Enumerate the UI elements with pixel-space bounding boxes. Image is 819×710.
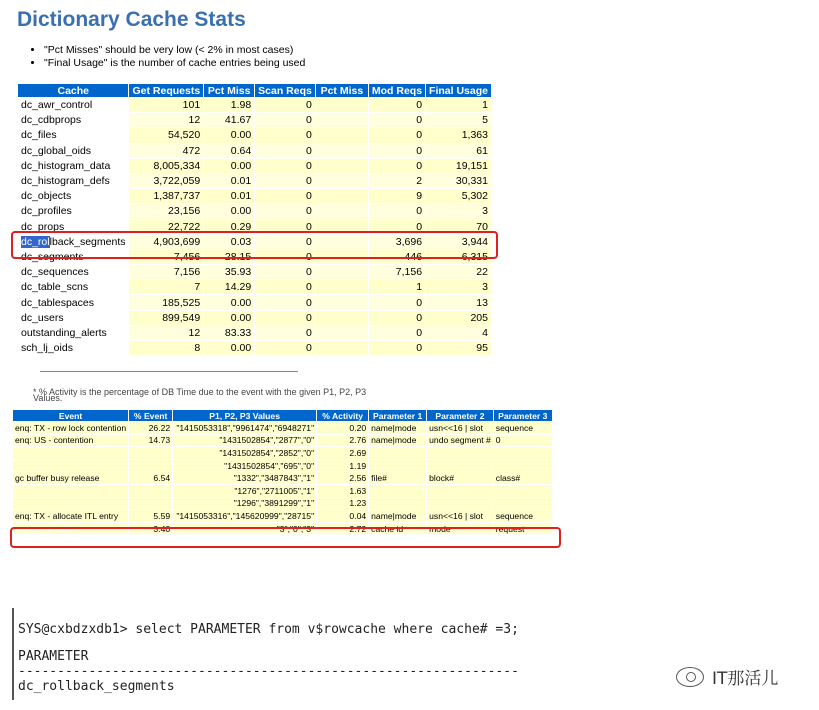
cache-value-cell: 185,525 <box>129 295 203 309</box>
cache-value-cell <box>316 144 368 158</box>
event-name-cell: gc buffer busy release <box>13 472 128 484</box>
event-value-cell <box>369 485 426 497</box>
cache-value-cell <box>316 98 368 112</box>
cache-value-cell: 1.98 <box>204 98 254 112</box>
result-value: dc_rollback_segments <box>18 679 175 694</box>
dictionary-cache-table <box>17 83 492 356</box>
event-name-cell <box>13 498 128 510</box>
note-item: • "Final Usage" is the number of cache entries being used <box>44 57 305 70</box>
event-value-cell: "1431502854","2852","0" <box>173 447 316 459</box>
event-value-cell: 6.54 <box>129 472 172 484</box>
event-value-cell: "1276","2711005","1" <box>173 485 316 497</box>
event-value-cell: 2.56 <box>317 472 368 484</box>
event-name-cell: enq: TX - row lock contention <box>15 422 127 433</box>
event-name-cell <box>13 447 128 459</box>
event-value-cell <box>494 498 552 510</box>
cache-value-cell <box>316 113 368 127</box>
cache-value-cell: 0 <box>255 250 315 264</box>
event-value-cell: 1.19 <box>317 460 368 472</box>
cache-value-cell: 0 <box>255 159 315 173</box>
cache-name-rest: lback_segments <box>49 235 126 248</box>
event-value-cell <box>369 498 426 510</box>
cache-row <box>18 280 491 294</box>
cache-value-cell: 5 <box>426 113 491 127</box>
cache-value-cell: 0 <box>255 174 315 188</box>
cache-value-cell: 3 <box>426 204 491 218</box>
cache-value-cell: 0 <box>369 341 425 355</box>
cache-value-cell: 0.00 <box>204 204 254 218</box>
event-value-cell: 2.76 <box>317 435 368 447</box>
event-value-cell: 2.72 <box>317 523 368 535</box>
cache-value-cell: 8 <box>129 341 203 355</box>
cache-value-cell: 0.00 <box>204 311 254 325</box>
cache-value-cell: 0 <box>369 159 425 173</box>
cache-value-cell: 22,722 <box>129 220 203 234</box>
cache-value-cell: 30,331 <box>426 174 491 188</box>
event-value-cell <box>129 485 172 497</box>
cache-row <box>18 265 491 279</box>
cache-value-cell: 0.00 <box>204 128 254 142</box>
event-row <box>13 422 552 434</box>
col-header-pct-miss-2[interactable]: Pct Miss <box>316 84 368 97</box>
event-value-cell: "1431502854","2877","0" <box>173 435 316 447</box>
event-value-cell: 0 <box>494 435 552 447</box>
cache-value-cell: 41.67 <box>204 113 254 127</box>
cache-row <box>18 326 491 340</box>
event-value-cell: 1.23 <box>317 498 368 510</box>
event-value-cell <box>129 447 172 459</box>
cache-value-cell: 472 <box>129 144 203 158</box>
cache-value-cell: 28.15 <box>204 250 254 264</box>
col-header-cache[interactable]: Cache <box>18 84 128 97</box>
cache-value-cell: 0 <box>255 113 315 127</box>
cache-value-cell: 1 <box>369 280 425 294</box>
event-name-cell: enq: US - contention <box>13 435 128 447</box>
event-value-cell: block# <box>427 472 493 484</box>
cache-value-cell <box>316 159 368 173</box>
cache-name-cell: dc_objects <box>18 189 128 203</box>
event-activity-table <box>12 409 553 535</box>
cache-value-cell: 0 <box>369 326 425 340</box>
sql-terminal-output <box>12 608 574 700</box>
cache-value-cell: 8,005,334 <box>129 159 203 173</box>
cache-row <box>18 189 491 203</box>
cache-row <box>18 128 491 142</box>
event-value-cell: "3","0","3" <box>173 523 316 535</box>
cache-value-cell: 0 <box>255 280 315 294</box>
cache-row <box>18 204 491 218</box>
cache-value-cell <box>316 295 368 309</box>
cache-value-cell: 0 <box>369 204 425 218</box>
cache-row <box>18 295 491 309</box>
cache-value-cell: 12 <box>129 326 203 340</box>
event-row <box>13 510 552 522</box>
cache-row <box>18 144 491 158</box>
watermark <box>676 664 778 689</box>
event-value-cell: "1332","3487843","1" <box>173 472 316 484</box>
cache-value-cell: 0 <box>255 144 315 158</box>
event-value-cell: sequence <box>494 422 552 434</box>
sql-command-line: SYS@cxbdzxdb1> select PARAMETER from v$rowcache where cache# =3; <box>18 622 519 637</box>
col-header-final-usage[interactable]: Final Usage <box>426 84 491 97</box>
cache-name-cell: dc_histogram_defs <box>18 174 128 188</box>
cache-row <box>18 113 491 127</box>
cache-value-cell: 0 <box>369 295 425 309</box>
cache-value-cell: 0 <box>369 311 425 325</box>
cache-value-cell: 0 <box>255 295 315 309</box>
cache-value-cell: 1 <box>426 98 491 112</box>
cache-value-cell: 0.00 <box>204 341 254 355</box>
event-row <box>13 485 552 497</box>
page-title: Dictionary Cache Stats <box>17 8 246 31</box>
event-value-cell: name|mode <box>369 422 426 434</box>
cache-value-cell: 0 <box>255 189 315 203</box>
cache-value-cell: 7,456 <box>129 250 203 264</box>
cache-value-cell: 0 <box>369 113 425 127</box>
cache-value-cell: 13 <box>426 295 491 309</box>
event-value-cell: 3.40 <box>129 523 172 535</box>
note-item: • "Pct Misses" should be very low (< 2% in most cases) <box>44 44 305 57</box>
event-value-cell <box>494 447 552 459</box>
event-value-cell <box>427 498 493 510</box>
cache-row <box>18 341 491 355</box>
cache-value-cell <box>316 326 368 340</box>
event-table-header-row <box>13 410 552 421</box>
cache-value-cell: 54,520 <box>129 128 203 142</box>
cache-value-cell <box>316 128 368 142</box>
cache-value-cell: 0 <box>255 341 315 355</box>
cache-value-cell: 4,903,699 <box>129 235 203 249</box>
cache-name-cell: dc_cdbprops <box>18 113 128 127</box>
cache-value-cell: 0 <box>255 98 315 112</box>
cache-value-cell: 0.00 <box>204 159 254 173</box>
cache-value-cell: 0.29 <box>204 220 254 234</box>
event-value-cell: 0.20 <box>317 422 368 434</box>
event-name-cell <box>13 460 128 472</box>
event-row <box>13 435 552 447</box>
cache-value-cell: 19,151 <box>426 159 491 173</box>
cache-value-cell: 12 <box>129 113 203 127</box>
event-row <box>13 498 552 510</box>
cache-value-cell <box>316 174 368 188</box>
cache-row <box>18 311 491 325</box>
event-value-cell: class# <box>494 472 552 484</box>
cache-value-cell: 0.03 <box>204 235 254 249</box>
cache-value-cell: 1,363 <box>426 128 491 142</box>
cache-name-cell: dc_awr_control <box>18 98 128 112</box>
cache-value-cell: 9 <box>369 189 425 203</box>
cache-value-cell <box>316 341 368 355</box>
event-value-cell: name|mode <box>369 510 426 522</box>
cache-value-cell: 899,549 <box>129 311 203 325</box>
cache-value-cell: 0 <box>255 128 315 142</box>
event-value-cell <box>494 485 552 497</box>
cache-row <box>18 174 491 188</box>
cache-name-cell: outstanding_alerts <box>18 326 128 340</box>
event-value-cell: 1.63 <box>317 485 368 497</box>
col-header-parameter-3[interactable]: Parameter 3 <box>494 410 552 421</box>
divider-line <box>40 371 298 372</box>
cache-value-cell: 83.33 <box>204 326 254 340</box>
cache-value-cell: 0.01 <box>204 189 254 203</box>
event-value-cell: sequence <box>494 510 552 522</box>
cache-value-cell: 5,302 <box>426 189 491 203</box>
cache-value-cell <box>316 280 368 294</box>
event-value-cell: undo segment # <box>429 435 491 446</box>
cache-name-cell: dc_props <box>18 220 128 234</box>
cache-value-cell: 101 <box>129 98 203 112</box>
col-header-pct-miss[interactable]: Pct Miss <box>204 84 254 97</box>
cache-name-cell: sch_lj_oids <box>18 341 128 355</box>
cache-value-cell: 14.29 <box>204 280 254 294</box>
cache-value-cell <box>316 204 368 218</box>
cache-value-cell: 0 <box>255 220 315 234</box>
notes-list <box>30 44 305 70</box>
cache-value-cell: 0.01 <box>204 174 254 188</box>
col-header-parameter-1[interactable]: Parameter 1 <box>369 410 426 421</box>
cache-value-cell: 3 <box>426 280 491 294</box>
cache-table-header-row <box>18 84 491 97</box>
event-value-cell: 26.22 <box>129 422 172 434</box>
cache-name-cell: dc_tablespaces <box>18 295 128 309</box>
event-name-cell: enq: TX - allocate ITL entry <box>13 510 128 522</box>
cache-name-cell: dc_files <box>18 128 128 142</box>
cache-value-cell: 4 <box>426 326 491 340</box>
event-row <box>13 460 552 472</box>
event-name-cell <box>13 485 128 497</box>
cache-value-cell: 1,387,737 <box>129 189 203 203</box>
event-value-cell <box>129 460 172 472</box>
cache-value-cell: 3,696 <box>369 235 425 249</box>
cache-value-cell: 23,156 <box>129 204 203 218</box>
cache-value-cell: 2 <box>369 174 425 188</box>
event-value-cell: file# <box>369 472 426 484</box>
cache-name-cell: dc_histogram_data <box>18 159 128 173</box>
col-header-pct-event[interactable]: % Event <box>129 410 172 421</box>
cache-value-cell: 0.00 <box>204 295 254 309</box>
event-value-cell: "1296","3891299","1" <box>173 498 316 510</box>
cache-value-cell: 7,156 <box>369 265 425 279</box>
cache-value-cell: 3,722,059 <box>129 174 203 188</box>
event-value-cell: name|mode <box>369 435 426 447</box>
cache-value-cell: 0 <box>369 128 425 142</box>
cache-value-cell <box>316 311 368 325</box>
cache-value-cell: 7,156 <box>129 265 203 279</box>
event-value-cell <box>129 498 172 510</box>
col-header-parameter-2[interactable]: Parameter 2 <box>427 410 493 421</box>
event-name-cell: row cache lock <box>13 523 128 535</box>
event-value-cell: 5.59 <box>129 510 172 522</box>
event-value-cell: 0.04 <box>317 510 368 522</box>
cache-value-cell: 22 <box>426 265 491 279</box>
cache-value-cell: 0 <box>369 144 425 158</box>
event-value-cell <box>427 460 493 472</box>
cache-value-cell: 95 <box>426 341 491 355</box>
cache-row <box>18 98 491 112</box>
cache-name-cell: dc_users <box>18 311 128 325</box>
wechat-channel-icon <box>676 667 704 687</box>
cache-value-cell: 0 <box>255 235 315 249</box>
cache-value-cell: 0 <box>255 204 315 218</box>
cache-value-cell: 446 <box>369 250 425 264</box>
col-header-pct-activity[interactable]: % Activity <box>317 410 368 421</box>
event-value-cell <box>427 485 493 497</box>
event-value-cell: usn<<16 | slot <box>427 422 493 434</box>
event-value-cell: request <box>494 523 552 535</box>
cache-value-cell: 0 <box>369 98 425 112</box>
event-row <box>13 447 552 459</box>
cache-row <box>18 159 491 173</box>
activity-footnote: * % Activity is the percentage of DB Time due to the event with the given P1, P2, P3 Values. <box>33 387 367 403</box>
event-value-cell: 14.73 <box>129 435 172 447</box>
event-value-cell: 2.69 <box>317 447 368 459</box>
cache-value-cell: 205 <box>426 311 491 325</box>
event-value-cell <box>369 447 426 459</box>
col-header-event[interactable]: Event <box>13 410 128 421</box>
cache-value-cell: 3,944 <box>426 235 491 249</box>
cache-name-cell: dc_sequences <box>18 265 128 279</box>
text-selection: dc_rol <box>21 235 50 248</box>
event-row <box>13 472 552 484</box>
cache-value-cell: 0.64 <box>204 144 254 158</box>
event-value-cell: usn<<16 | slot <box>427 510 493 522</box>
cache-name-cell: dc_global_oids <box>18 144 128 158</box>
cache-value-cell: 0 <box>255 311 315 325</box>
watermark-text: IT那活儿 <box>712 669 779 689</box>
cache-value-cell: 6,315 <box>426 250 491 264</box>
result-column-header: PARAMETER <box>18 649 89 664</box>
cache-value-cell <box>316 189 368 203</box>
cache-value-cell: 0 <box>255 265 315 279</box>
event-value-cell: "1431502854","695","0" <box>173 460 316 472</box>
cache-name-cell: dc_segments <box>18 250 128 264</box>
cache-value-cell: 61 <box>426 144 491 158</box>
event-value-cell: "1415053316","145620999","28715" <box>173 510 316 522</box>
event-value-cell: mode <box>427 523 493 535</box>
cache-value-cell: 7 <box>129 280 203 294</box>
cache-value-cell <box>316 265 368 279</box>
cache-value-cell: 0 <box>369 220 425 234</box>
col-header-p-values[interactable]: P1, P2, P3 Values <box>173 410 316 421</box>
highlight-box-rollback-segments <box>11 231 498 259</box>
cache-name-cell: dc_table_scns <box>18 280 128 294</box>
cache-value-cell: 0 <box>255 326 315 340</box>
col-header-scan-reqs[interactable]: Scan Reqs <box>255 84 315 97</box>
event-value-cell <box>369 460 426 472</box>
event-value-cell <box>494 460 552 472</box>
cache-name-cell: dc_profiles <box>18 204 128 218</box>
col-header-mod-reqs[interactable]: Mod Reqs <box>369 84 425 97</box>
event-value-cell: "1415053318","9961474","6948271" <box>173 422 316 434</box>
highlight-box-row-cache-lock <box>10 527 561 548</box>
cache-value-cell: 70 <box>426 220 491 234</box>
cache-value-cell: 35.93 <box>204 265 254 279</box>
event-value-cell <box>427 447 493 459</box>
result-separator: ---------------------------------------------------------------- <box>18 664 519 679</box>
event-value-cell: cache id <box>369 523 426 535</box>
col-header-get-requests[interactable]: Get Requests <box>129 84 203 97</box>
